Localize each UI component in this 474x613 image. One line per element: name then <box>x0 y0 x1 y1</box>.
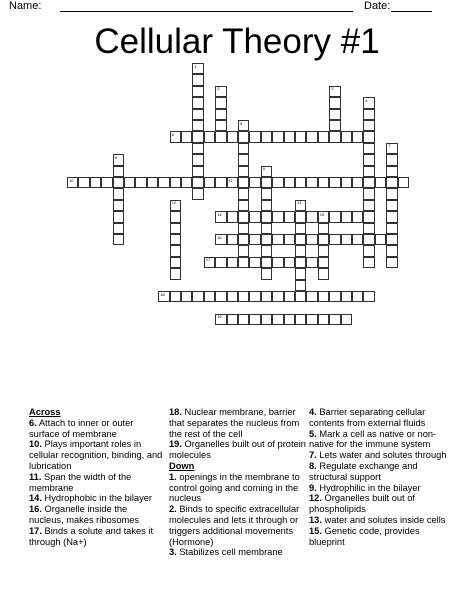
clue-number: 16. <box>29 504 42 515</box>
clue-number-label: 13 <box>297 200 302 206</box>
grid-cell[interactable] <box>249 131 260 142</box>
grid-cell[interactable] <box>124 177 135 188</box>
grid-cell[interactable] <box>398 177 409 188</box>
grid-cell[interactable] <box>249 211 260 222</box>
grid-cell[interactable] <box>318 131 329 142</box>
grid-cell[interactable] <box>170 211 181 222</box>
grid-cell[interactable] <box>363 223 374 234</box>
grid-cell[interactable] <box>227 177 238 188</box>
grid-cell[interactable] <box>272 211 283 222</box>
grid-cell[interactable] <box>386 177 397 188</box>
grid-cell[interactable] <box>363 154 374 165</box>
grid-cell[interactable] <box>363 211 374 222</box>
clues-column-1 <box>29 407 164 547</box>
grid-cell[interactable] <box>215 314 226 325</box>
grid-cell[interactable] <box>295 131 306 142</box>
grid-cell[interactable] <box>204 291 215 302</box>
grid-cell[interactable] <box>306 131 317 142</box>
grid-cell[interactable] <box>284 234 295 245</box>
grid-cell[interactable] <box>363 245 374 256</box>
across-heading: Across <box>29 407 61 417</box>
clue-number: 2. <box>169 504 177 515</box>
grid-cell[interactable] <box>306 234 317 245</box>
clue-text: Mark a cell as native or non-native for the immune system <box>309 428 437 450</box>
clue-item <box>29 472 164 494</box>
grid-cell[interactable] <box>192 166 203 177</box>
grid-cell[interactable] <box>272 131 283 142</box>
clue-item <box>309 493 452 515</box>
grid-cell[interactable] <box>113 234 124 245</box>
grid-cell[interactable] <box>192 291 203 302</box>
grid-cell[interactable] <box>352 177 363 188</box>
grid-cell[interactable] <box>295 291 306 302</box>
grid-cell[interactable] <box>192 131 203 142</box>
clue-number-label: 11 <box>228 177 233 183</box>
grid-cell[interactable] <box>238 257 249 268</box>
grid-cell[interactable] <box>249 291 260 302</box>
grid-cell[interactable] <box>181 291 192 302</box>
grid-cell[interactable] <box>215 131 226 142</box>
clue-number-label: 9 <box>262 166 266 172</box>
grid-cell[interactable] <box>227 234 238 245</box>
clue-text: openings in the membrane to control going and coming in the nucleus <box>169 471 300 504</box>
grid-cell[interactable] <box>386 166 397 177</box>
grid-cell[interactable] <box>192 154 203 165</box>
grid-cell[interactable] <box>170 257 181 268</box>
grid-cell[interactable] <box>318 234 329 245</box>
grid-cell[interactable] <box>329 177 340 188</box>
grid-cell[interactable] <box>261 177 272 188</box>
grid-cell[interactable] <box>170 177 181 188</box>
grid-cell[interactable] <box>375 177 386 188</box>
grid-cell[interactable] <box>261 131 272 142</box>
grid-cell[interactable] <box>272 234 283 245</box>
clue-item <box>309 429 452 451</box>
grid-cell[interactable] <box>341 314 352 325</box>
grid-cell[interactable] <box>227 211 238 222</box>
clue-number-label: 4 <box>365 97 368 103</box>
grid-cell[interactable] <box>318 291 329 302</box>
grid-cell[interactable] <box>261 166 272 177</box>
grid-cell[interactable] <box>341 211 352 222</box>
clue-number: 12. <box>309 493 322 504</box>
grid-cell[interactable] <box>101 177 112 188</box>
grid-cell[interactable] <box>261 200 272 211</box>
grid-cell[interactable] <box>249 314 260 325</box>
grid-cell[interactable] <box>192 86 203 97</box>
grid-cell[interactable] <box>306 211 317 222</box>
clue-item <box>309 515 452 526</box>
grid-cell[interactable] <box>284 314 295 325</box>
grid-cell[interactable] <box>170 291 181 302</box>
grid-cell[interactable] <box>295 245 306 256</box>
grid-cell[interactable] <box>386 245 397 256</box>
grid-cell[interactable] <box>238 143 249 154</box>
grid-cell[interactable] <box>329 234 340 245</box>
grid-cell[interactable] <box>215 234 226 245</box>
grid-cell[interactable] <box>363 166 374 177</box>
grid-cell[interactable] <box>261 234 272 245</box>
clue-item <box>29 526 164 548</box>
clue-text: Span the width of the membrane <box>29 471 132 493</box>
clue-number: 9. <box>309 482 317 493</box>
grid-cell[interactable] <box>170 131 181 142</box>
clue-number: 19. <box>169 439 182 450</box>
grid-cell[interactable] <box>192 143 203 154</box>
clue-item <box>309 483 452 494</box>
grid-cell[interactable] <box>363 97 374 108</box>
clue-number: 14. <box>29 493 42 504</box>
grid-cell[interactable] <box>215 291 226 302</box>
down-clue-list-continued <box>309 407 452 547</box>
grid-cell[interactable] <box>386 200 397 211</box>
grid-cell[interactable] <box>170 200 181 211</box>
grid-cell[interactable] <box>113 177 124 188</box>
clue-text: Regulate exchange and structural support <box>309 460 418 482</box>
clue-item <box>169 407 306 439</box>
grid-cell[interactable] <box>238 131 249 142</box>
grid-cell[interactable] <box>272 314 283 325</box>
clue-number: 6. <box>29 417 37 428</box>
grid-cell[interactable] <box>181 131 192 142</box>
grid-cell[interactable] <box>113 211 124 222</box>
grid-cell[interactable] <box>192 74 203 85</box>
grid-cell[interactable] <box>295 268 306 279</box>
grid-cell[interactable] <box>272 177 283 188</box>
clue-number-label: 14 <box>217 211 222 217</box>
clue-text: Hydrophobic in the bilayer <box>41 493 153 504</box>
clue-number: 8. <box>309 460 317 471</box>
grid-cell[interactable] <box>215 109 226 120</box>
grid-cell[interactable] <box>295 257 306 268</box>
grid-cell[interactable] <box>227 291 238 302</box>
clue-number-label: 1 <box>194 63 197 69</box>
grid-cell[interactable] <box>363 131 374 142</box>
clue-text: Hydrophilic in the bilayer <box>316 482 421 493</box>
grid-cell[interactable] <box>261 223 272 234</box>
grid-cell[interactable] <box>192 109 203 120</box>
clue-text: Binds a solute and takes it through (Na+) <box>29 525 154 547</box>
grid-cell[interactable] <box>192 188 203 199</box>
grid-cell[interactable] <box>238 223 249 234</box>
grid-cell[interactable] <box>261 211 272 222</box>
grid-cell[interactable] <box>306 291 317 302</box>
grid-cell[interactable] <box>295 200 306 211</box>
clue-text: Organelles built out of phospholipids <box>309 493 415 515</box>
grid-cell[interactable] <box>261 188 272 199</box>
grid-cell[interactable] <box>386 211 397 222</box>
grid-cell[interactable] <box>113 154 124 165</box>
grid-cell[interactable] <box>363 177 374 188</box>
grid-cell[interactable] <box>204 177 215 188</box>
clue-number-label: 2 <box>217 86 220 92</box>
grid-cell[interactable] <box>261 257 272 268</box>
clue-text: Organelles built out of protein molecules <box>169 439 306 461</box>
grid-cell[interactable] <box>113 166 124 177</box>
grid-cell[interactable] <box>215 177 226 188</box>
grid-cell[interactable] <box>352 291 363 302</box>
grid-cell[interactable] <box>318 245 329 256</box>
grid-cell[interactable] <box>192 120 203 131</box>
grid-cell[interactable] <box>386 143 397 154</box>
grid-cell[interactable] <box>249 234 260 245</box>
clue-item <box>29 439 164 471</box>
clue-text: Lets water and solutes through <box>316 450 447 461</box>
grid-cell[interactable] <box>295 314 306 325</box>
clue-number: 10. <box>29 439 42 450</box>
grid-cell[interactable] <box>386 234 397 245</box>
grid-cell[interactable] <box>341 131 352 142</box>
grid-cell[interactable] <box>363 291 374 302</box>
grid-cell[interactable] <box>352 234 363 245</box>
grid-cell[interactable] <box>284 177 295 188</box>
grid-cell[interactable] <box>272 291 283 302</box>
grid-cell[interactable] <box>261 268 272 279</box>
grid-cell[interactable] <box>306 177 317 188</box>
grid-cell[interactable] <box>318 177 329 188</box>
grid-cell[interactable] <box>295 280 306 291</box>
grid-cell[interactable] <box>238 234 249 245</box>
date-label: Date: <box>364 0 391 12</box>
grid-cell[interactable] <box>284 211 295 222</box>
grid-cell[interactable] <box>272 257 283 268</box>
grid-cell[interactable] <box>329 314 340 325</box>
clue-number-label: 6 <box>171 131 174 137</box>
grid-cell[interactable] <box>67 177 78 188</box>
across-clue-list-continued <box>169 407 306 461</box>
clue-text: Attach to inner or outer surface of membrane <box>29 417 134 439</box>
down-heading: Down <box>169 460 195 471</box>
grid-cell[interactable] <box>318 257 329 268</box>
clue-item <box>309 450 452 461</box>
clue-item <box>309 526 452 548</box>
grid-cell[interactable] <box>329 291 340 302</box>
grid-cell[interactable] <box>227 131 238 142</box>
grid-cell[interactable] <box>363 188 374 199</box>
grid-cell[interactable] <box>192 63 203 74</box>
clue-text: Barrier separating cellular contents from external fluids <box>309 407 426 428</box>
grid-cell[interactable] <box>352 131 363 142</box>
grid-cell[interactable] <box>261 245 272 256</box>
grid-cell[interactable] <box>352 211 363 222</box>
clue-item <box>169 547 306 558</box>
grid-cell[interactable] <box>284 257 295 268</box>
clue-item <box>29 504 164 526</box>
grid-cell[interactable] <box>329 211 340 222</box>
grid-cell[interactable] <box>363 234 374 245</box>
grid-cell[interactable] <box>238 200 249 211</box>
clue-number-label: 5 <box>240 120 243 126</box>
clue-number-label: 3 <box>331 86 334 92</box>
grid-cell[interactable] <box>375 234 386 245</box>
clue-number-label: 19 <box>217 314 222 320</box>
grid-cell[interactable] <box>363 257 374 268</box>
clues-column-3 <box>309 407 452 547</box>
grid-cell[interactable] <box>192 97 203 108</box>
grid-cell[interactable] <box>363 200 374 211</box>
grid-cell[interactable] <box>363 143 374 154</box>
clue-number: 5. <box>309 428 317 439</box>
clue-number-label: 8 <box>114 154 117 160</box>
grid-cell[interactable] <box>329 109 340 120</box>
grid-cell[interactable] <box>181 177 192 188</box>
grid-cell[interactable] <box>329 86 340 97</box>
clue-item <box>309 461 452 483</box>
clue-number-label: 18 <box>160 291 165 297</box>
clue-item <box>169 439 306 461</box>
grid-cell[interactable] <box>158 291 169 302</box>
clue-number: 11. <box>29 471 42 482</box>
clue-number: 3. <box>169 547 177 558</box>
grid-cell[interactable] <box>147 177 158 188</box>
clue-number: 17. <box>29 525 42 536</box>
clue-number-label: 16 <box>217 234 222 240</box>
grid-cell[interactable] <box>329 97 340 108</box>
grid-cell[interactable] <box>295 177 306 188</box>
clue-number: 18. <box>169 407 182 417</box>
grid-cell[interactable] <box>238 120 249 131</box>
clue-text: Stabilizes cell membrane <box>176 547 283 558</box>
clue-number: 1. <box>169 471 177 482</box>
grid-cell[interactable] <box>215 86 226 97</box>
grid-cell[interactable] <box>238 154 249 165</box>
grid-cell[interactable] <box>238 211 249 222</box>
clue-number-label: 15 <box>319 211 325 217</box>
clue-number: 4. <box>309 407 317 417</box>
clue-text: water and solutes inside cells <box>321 514 446 525</box>
clue-number-label: 12 <box>171 200 177 206</box>
grid-cell[interactable] <box>113 223 124 234</box>
grid-cell[interactable] <box>170 245 181 256</box>
clue-number-label: 7 <box>388 143 391 149</box>
grid-cell[interactable] <box>113 200 124 211</box>
grid-cell[interactable] <box>170 223 181 234</box>
grid-cell[interactable] <box>295 234 306 245</box>
grid-cell[interactable] <box>341 234 352 245</box>
grid-cell[interactable] <box>306 257 317 268</box>
grid-cell[interactable] <box>386 257 397 268</box>
grid-cell[interactable] <box>295 223 306 234</box>
grid-cell[interactable] <box>227 257 238 268</box>
grid-cell[interactable] <box>158 177 169 188</box>
grid-cell[interactable] <box>238 245 249 256</box>
grid-cell[interactable] <box>261 314 272 325</box>
grid-cell[interactable] <box>284 131 295 142</box>
grid-cell[interactable] <box>90 177 101 188</box>
clue-text: Binds to specific extracellular molecules and lets it through or triggers additional movements (Hormone) <box>169 504 300 547</box>
grid-cell[interactable] <box>249 257 260 268</box>
clue-number: 13. <box>309 514 322 525</box>
grid-cell[interactable] <box>386 188 397 199</box>
across-clue-list <box>29 418 164 548</box>
grid-cell[interactable] <box>113 188 124 199</box>
grid-cell[interactable] <box>170 268 181 279</box>
grid-cell[interactable] <box>238 314 249 325</box>
grid-cell[interactable] <box>204 257 215 268</box>
grid-cell[interactable] <box>238 177 249 188</box>
grid-cell[interactable] <box>318 268 329 279</box>
grid-cell[interactable] <box>192 177 203 188</box>
clue-number: 7. <box>309 450 317 461</box>
grid-cell[interactable] <box>318 314 329 325</box>
page-title: Cellular Theory #1 <box>94 22 380 61</box>
grid-cell[interactable] <box>329 120 340 131</box>
clue-item <box>169 504 306 547</box>
down-clue-list <box>169 472 306 558</box>
grid-cell[interactable] <box>341 291 352 302</box>
grid-cell[interactable] <box>341 177 352 188</box>
grid-cell[interactable] <box>215 211 226 222</box>
grid-cell[interactable] <box>261 291 272 302</box>
grid-cell[interactable] <box>295 211 306 222</box>
clue-text: Plays important roles in cellular recognition, binding, and lubrication <box>29 439 163 471</box>
grid-cell[interactable] <box>170 234 181 245</box>
grid-cell[interactable] <box>318 211 329 222</box>
grid-cell[interactable] <box>386 154 397 165</box>
grid-cell[interactable] <box>329 131 340 142</box>
clue-number-label: 17 <box>205 257 211 263</box>
grid-cell[interactable] <box>215 257 226 268</box>
clue-item <box>309 407 452 429</box>
grid-cell[interactable] <box>386 223 397 234</box>
clue-text: Nuclear membrane, barrier that separates the nucleus from the rest of the cell <box>169 407 300 439</box>
clue-item <box>169 472 306 504</box>
grid-cell[interactable] <box>204 131 215 142</box>
grid-cell[interactable] <box>249 177 260 188</box>
clue-item <box>29 493 164 504</box>
grid-cell[interactable] <box>215 97 226 108</box>
grid-cell[interactable] <box>363 109 374 120</box>
grid-cell[interactable] <box>78 177 89 188</box>
grid-cell[interactable] <box>318 223 329 234</box>
clue-item <box>29 418 164 440</box>
grid-cell[interactable] <box>227 314 238 325</box>
grid-cell[interactable] <box>135 177 146 188</box>
grid-cell[interactable] <box>284 291 295 302</box>
clue-number-label: 10 <box>69 177 74 183</box>
clue-text: Genetic code, provides blueprint <box>309 525 420 547</box>
grid-cell[interactable] <box>238 166 249 177</box>
grid-cell[interactable] <box>238 188 249 199</box>
grid-cell[interactable] <box>238 291 249 302</box>
name-label: Name: <box>9 0 42 12</box>
clues-column-2 <box>169 407 306 558</box>
grid-cell[interactable] <box>215 120 226 131</box>
clue-text: Organelle inside the nucleus, makes ribosomes <box>29 504 140 525</box>
grid-cell[interactable] <box>306 314 317 325</box>
clue-number: 15. <box>309 525 322 536</box>
grid-cell[interactable] <box>363 120 374 131</box>
